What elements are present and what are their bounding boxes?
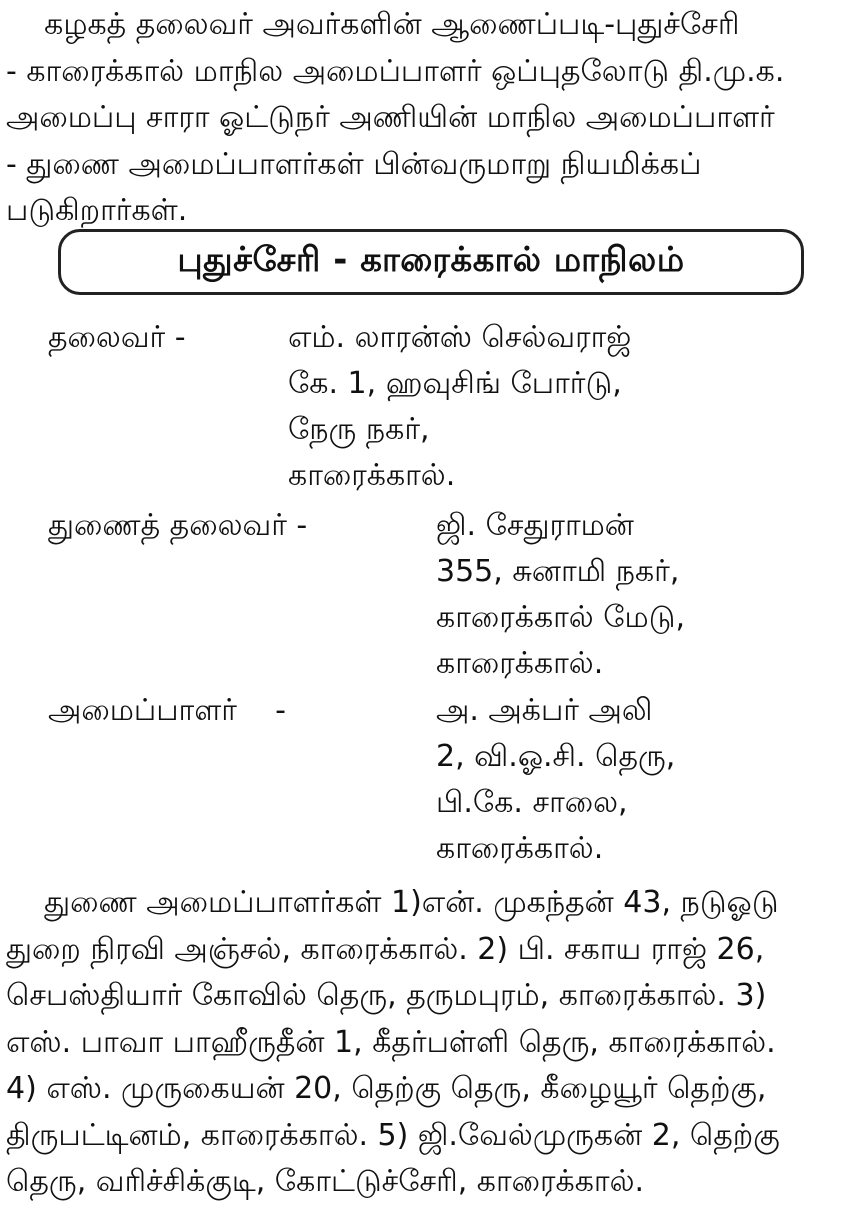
deputies-line: 4) எஸ். முருகையன் 20, தெற்கு தெரு, கீழையூர் தெற்கு,: [6, 1071, 767, 1106]
deputies-paragraph: [6, 880, 856, 1206]
address-line: காரைக்கால்.: [288, 458, 456, 493]
deputies-line: செபஸ்தியார் கோவில் தெரு, தருமபுரம், காரைக்கால். 3): [6, 978, 767, 1013]
section-heading: புதுச்சேரி - காரைக்கால் மாநிலம்: [177, 240, 685, 280]
entry-role: துணைத் தலைவர் -: [48, 508, 308, 543]
office-bearer-entry: [0, 315, 862, 505]
address-line: ஜி. சேதுராமன்: [436, 508, 634, 543]
deputies-line: தெரு, வரிச்சிக்குடி, கோட்டுச்சேரி, காரைக்கால்.: [6, 1164, 645, 1199]
address-line: பி.கே. சாலை,: [436, 785, 628, 820]
intro-line: அமைப்பு சாரா ஓட்டுநர் அணியின் மாநில அமைப்பாளர்: [6, 100, 775, 135]
intro-paragraph: [6, 2, 856, 235]
address-line: 355, சுனாமி நகர்,: [436, 554, 680, 589]
address-line: காரைக்கால் மேடு,: [436, 600, 685, 635]
deputies-line: துணை அமைப்பாளர்கள் 1)என். முகந்தன் 43, நடுஓடு: [6, 885, 779, 920]
address-line: காரைக்கால்.: [436, 646, 604, 681]
entry-role: அமைப்பாளர் -: [48, 693, 286, 728]
office-bearer-entry: [0, 688, 862, 878]
intro-line: படுகிறார்கள்.: [6, 193, 188, 228]
deputies-line: திருபட்டினம், காரைக்கால். 5) ஜி.வேல்முருகன் 2, தெற்கு: [6, 1117, 780, 1153]
entry-address: [288, 315, 631, 499]
entry-role: தலைவர் -: [48, 320, 186, 355]
address-line: அ. அக்பர் அலி: [436, 693, 653, 728]
address-line: 2, வி.ஓ.சி. தெரு,: [436, 739, 676, 774]
address-line: எம். லாரன்ஸ் செல்வராஜ்: [288, 320, 632, 355]
intro-line: - துணை அமைப்பாளர்கள் பின்வருமாறு நியமிக்கப்: [6, 146, 702, 182]
deputies-line: எஸ். பாவா பாஹீருதீன் 1, கீதர்பள்ளி தெரு, காரைக்கால்.: [6, 1024, 776, 1060]
entry-address: [436, 503, 685, 687]
deputies-line: துறை நிரவி அஞ்சல், காரைக்கால். 2) பி. சகாய ராஜ் 26,: [6, 931, 765, 967]
address-line: கே. 1, ஹவுசிங் போர்டு,: [288, 366, 622, 401]
office-bearer-entry: [0, 503, 862, 693]
address-line: காரைக்கால்.: [436, 831, 604, 866]
intro-line: - காரைக்கால் மாநில அமைப்பாளர் ஒப்புதலோடு தி.மு.க.: [6, 53, 785, 89]
intro-line: கழகத் தலைவர் அவர்களின் ஆணைப்படி-புதுச்சேரி: [6, 7, 740, 42]
entry-address: [436, 688, 675, 872]
section-heading-box: [58, 229, 804, 295]
address-line: நேரு நகர்,: [288, 412, 430, 447]
